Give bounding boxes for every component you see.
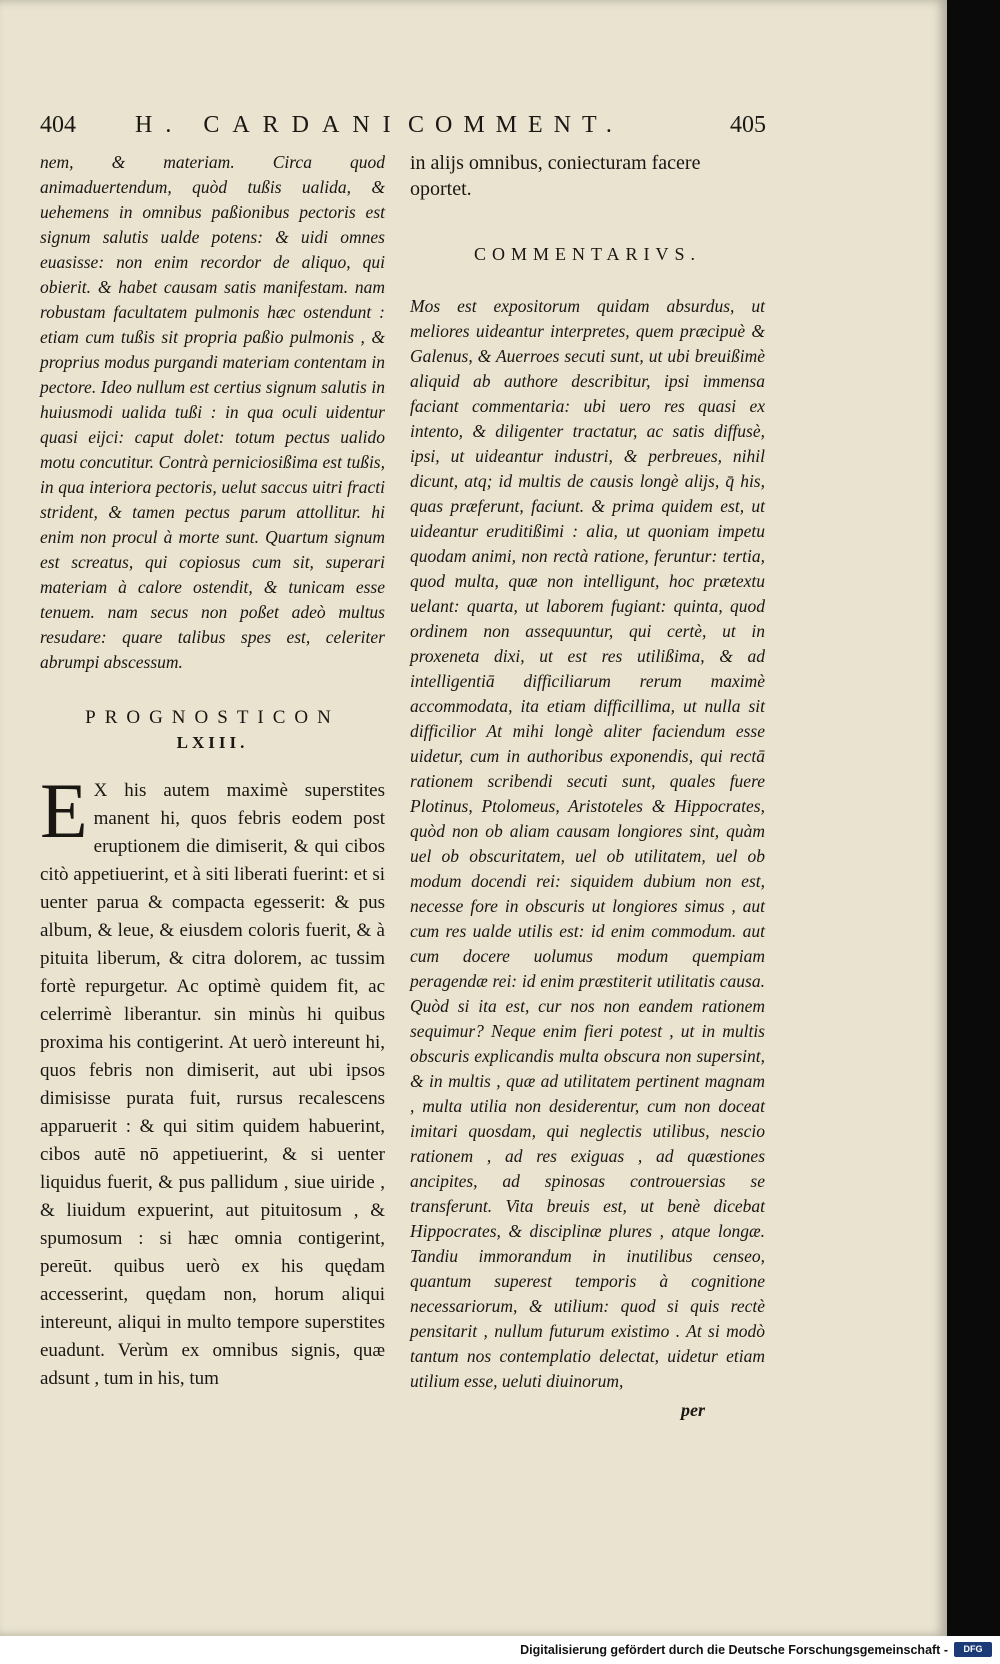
left-italic-commentary: nem, & materiam. Circa quod animaduertendum, quòd tußis ualida, & uehemens in omnibus paßionibus pectoris est signum salutis ualde potens: & uidi omnes euasisse: non enim recordor de aliquo, qui obierit. & habet causam satis manifestam. nam robustam facultatem pulmonis hæc ostendunt : etiam cum tußis sit propria paßio pulmonis , & proprius modus purgandi materiam contentam in pectore. Ideo nullum est certius signum salutis in huiusmodi ualida tußi : in qua oculi uidentur quasi eijci: caput dolet: totum pectus ualido motu concutitur. Contrà perniciosißima est tußis, in qua interiora pectoris, uelut saccus uitri fracti strident, & tamen pectus parum attollitur. hi enim non procul à morte sunt. Quartum signum est screatus, qui copiosus cum sit, superari materiam à calore ostendit, & tunicam esse tenuem. nam secus non poßet adeò multus resudare: quare talibus spes est, celeriter abrumpi abscessum.	[40, 152, 385, 672]
left-column	[40, 150, 385, 1393]
page-number-left: 404	[40, 112, 76, 138]
commentarius-heading: COMMENTARIVS.	[473, 244, 702, 264]
prognosticon-number: LXIII.	[176, 733, 249, 752]
prognosticon-body: X his autem maximè superstites manent hi, quos febris eodem post eruptionem die dimiserit, & qui cibos citò appetiuerint, et à siti liberati fuerint: et si uenter parua & compacta egesserit: & pus album, & leue, & eiusdem coloris fuerit, & à pituita liberum, & citra dolorem, ac tussim fortè repurgetur. Ac optimè quidem fit, ac celerrimè liberantur. sin minùs hi quibus proxima his contigerint. At uerò intereunt hi, quos febris non dimiserit, aut ubi ipsos dimisisse purata fuit, rursus recalescens apparuerit : & qui sitim quidem habuerint, cibos autē nō appetiuerint, & si uenter liquidus fuerit, & pus pallidum , siue uiride , & liuidum expuerint, aut pituitosum , & spumosum : si hæc omnia contigerint, pereūt. quibus uerò ex his quędam accesserint, quędam non, horum aliqui intereunt, aliqui in multo tempore superstites euadunt. Verùm ex omnibus signis, quæ adsunt , tum in his, tum	[40, 780, 385, 1389]
footer-credit: Digitalisierung gefördert durch die Deutsche Forschungsgemeinschaft -	[520, 1643, 948, 1657]
page-number-right: 405	[730, 112, 766, 138]
footer-bar	[0, 1636, 1000, 1664]
right-column	[410, 150, 765, 1422]
prognosticon-heading: PROGNOSTICON	[85, 707, 340, 728]
drop-cap: E	[40, 767, 88, 854]
right-intro-text: in alijs omnibus, coniecturam facere oportet.	[410, 152, 701, 200]
running-head	[40, 112, 920, 148]
dfg-logo-icon: DFG	[954, 1642, 992, 1657]
prognosticon-text	[40, 767, 385, 1393]
catchword: per	[681, 1400, 705, 1420]
running-title-comment: COMMENT.	[408, 112, 623, 138]
commentarius-text: Mos est expositorum quidam absurdus, ut meliores uideantur interpretes, quem præcipuè & Galenus, & Auerroes secuti sunt, ut ubi breuißimè aliquid ab authore describitur, ipsi immensa faciant commentaria: ubi uero res quasi ex intento, & diligenter tractatur, ac satis diffusè, ipsi, ut uideantur industri, & perbreues, nihil dicunt, atq; id multis de causis longè alijs, q̄ his, quas præferunt, faciunt. & prima quidem est, ut uideantur eruditißimi : alia, ut quoniam impetu quodam animi, non rectà ratione, feruntur: tertia, quod multa, quæ non intelligunt, hoc prætextu uelant: quarta, ut laborem fugiant: quinta, quod ordinem non assequuntur, qui certè, ut in proxeneta dixi, ut est res utilißima, & ad intelligentiā difficiliarum rerum maximè accommodata, ita etiam difficillima, ut nulla sit difficilior At mihi longè aliter faciendum esse uidetur, cum in authoribus exponendis, qui rectā rationem scribendi secuti sunt, quales fuere Plotinus, Ptolomeus, Aristoteles & Hippocrates, quòd non ob aliam causam longiores sint, quàm uel ob obscuritatem, uel ob utilitatem, uel ob modum docendi rei: siquidem dubium non est, necesse fore in obscuris ut longiores simus , aut cum res ualde utilis est: id enim commodum. aut cum docere uolumus modum quempiam peragendæ rei: id enim præstiterit utilitatis causa. Quòd si ita est, cur nos non eandem rationem sequimur? Neque enim fieri potest , ut in multis obscuris explicandis multa obscura non supersint, & in multis , quæ ad utilitatem pertinent magnam , multa utilia non desiderentur, cum non doceat imitari quosdam, qui neglectis utilibus, nescio rationem , ad res exiguas , ad quæstiones ancipites, ad spinosas controuersias se transferunt. Vita breuis est, ut benè dicebat Hippocrates, & disciplinæ plures , atque longæ. Tandiu immorandum in inutilibus censeo, quantum superest temporis à cognitione necessariorum, & utilium: quod si quis rectè pensitarit , nullum futurum existimo . At si modò tantum nos contemplatio delectat, uidetur etiam utilium esse, ueluti diuinorum,	[410, 296, 765, 1391]
running-title: H. CARDANI	[135, 112, 404, 138]
